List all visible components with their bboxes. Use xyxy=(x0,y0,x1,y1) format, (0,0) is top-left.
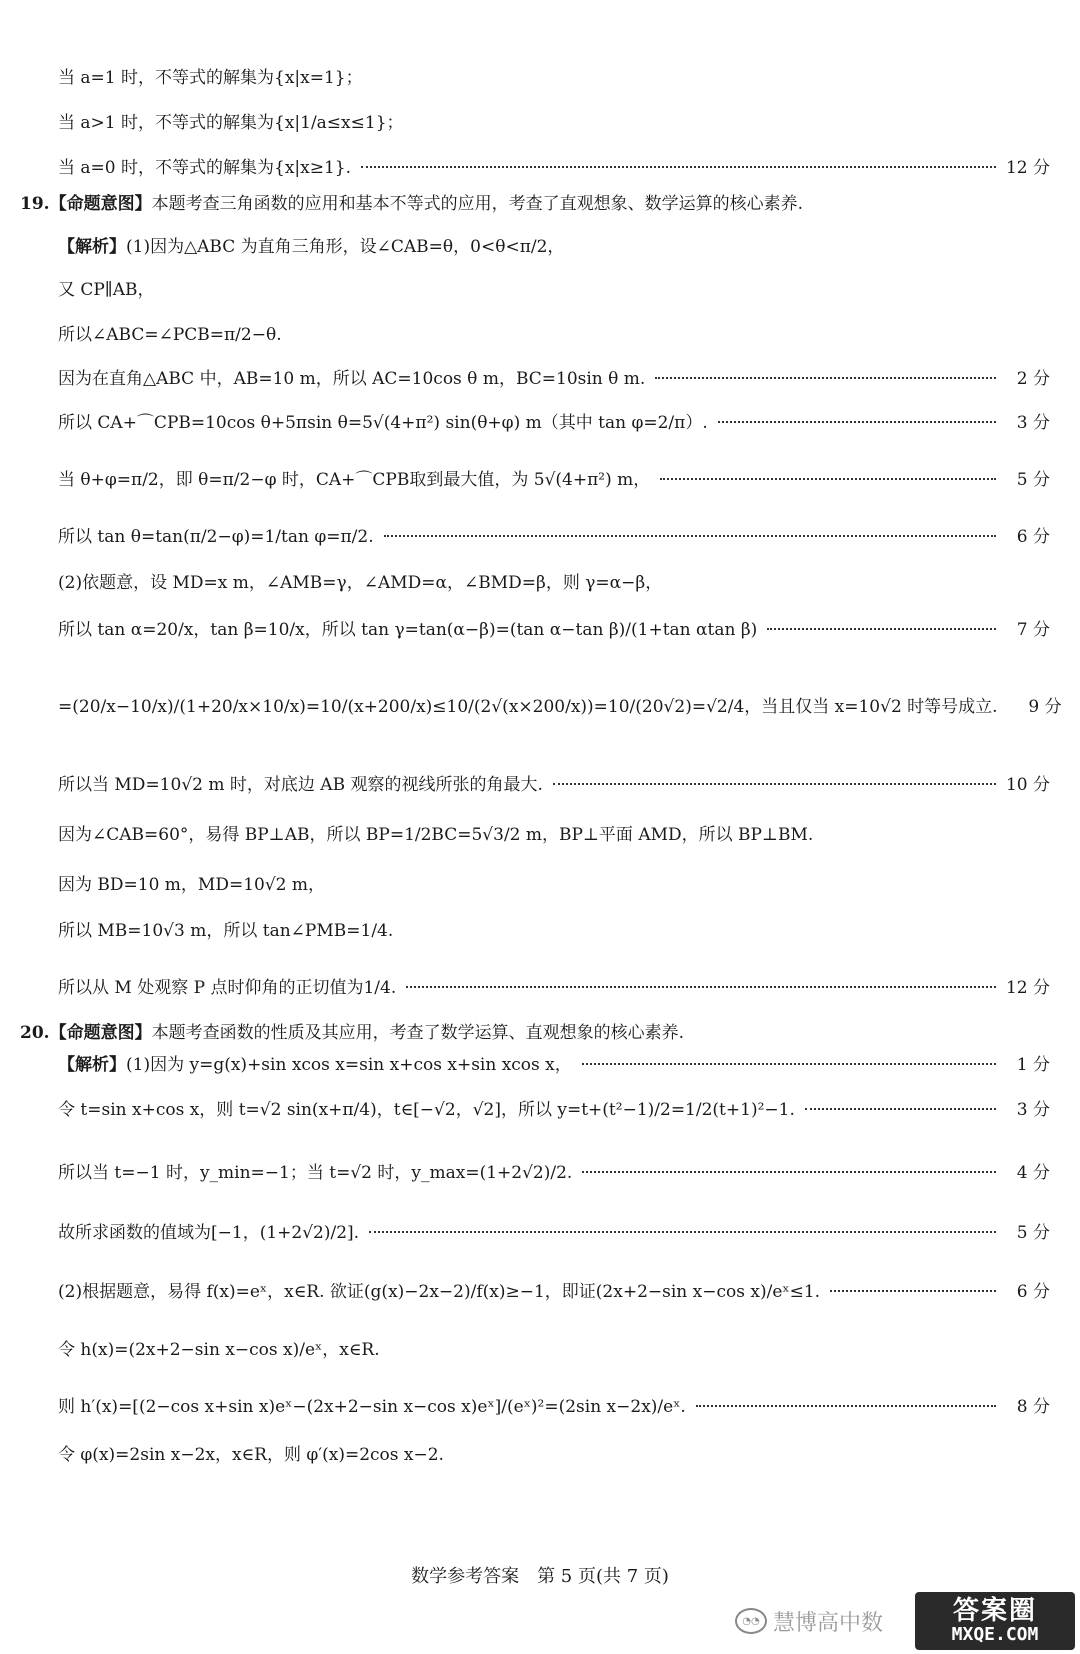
score: 6 分 xyxy=(1016,1281,1050,1302)
answer-line xyxy=(58,455,1050,499)
dot-leader xyxy=(805,1108,996,1110)
line-text: (1)因为△ABC 为直角三角形，设∠CAB=θ，0<θ<π/2， xyxy=(126,236,565,257)
line-text: 故所求函数的值域为[−1，(1+2√2)/2]. xyxy=(58,1222,360,1243)
dot-leader xyxy=(718,421,996,423)
line-text: (2)依题意，设 MD=x m，∠AMB=γ，∠AMD=α，∠BMD=β，则 γ=α−β， xyxy=(58,572,663,593)
line-text: 所以当 t=−1 时，y_min=−1；当 t=√2 时，y_max=(1+2√2)/2. xyxy=(58,1162,573,1183)
answer-line xyxy=(58,906,1050,950)
line-text: (2)根据题意，易得 f(x)=eˣ，x∈R. 欲证(g(x)−2x−2)/f(x)≥−1，即证(2x+2−sin x−cos x)/eˣ≤1. xyxy=(58,1281,821,1302)
answer-line xyxy=(58,605,1050,649)
dot-leader xyxy=(384,535,996,537)
answer-line xyxy=(58,354,1050,398)
line-text: 本题考查函数的性质及其应用，考查了数学运算、直观想象的核心素养. xyxy=(151,1022,684,1043)
score: 3 分 xyxy=(1016,412,1050,433)
answer-line xyxy=(58,310,1050,354)
line-text: 令 h(x)=(2x+2−sin x−cos x)/eˣ，x∈R. xyxy=(58,1339,380,1360)
score: 10 分 xyxy=(1005,774,1050,795)
line-text: 当 a=0 时，不等式的解集为{x|x≥1}. xyxy=(58,157,352,178)
dot-leader xyxy=(553,783,996,785)
question-tag: 20.【命题意图】 xyxy=(20,1022,152,1043)
answer-line xyxy=(58,1267,1050,1311)
answer-line xyxy=(58,682,1062,726)
answer-line xyxy=(58,1325,1050,1369)
dot-leader xyxy=(655,377,996,379)
line-text: 令 t=sin x+cos x，则 t=√2 sin(x+π/4)，t∈[−√2，√2]，所以 y=t+(t²−1)/2=1/2(t+1)²−1. xyxy=(58,1099,795,1120)
watermark-logo xyxy=(915,1592,1075,1650)
answer-line xyxy=(58,512,1050,556)
dot-leader xyxy=(660,478,996,480)
watermark xyxy=(735,1592,1075,1650)
answer-line xyxy=(58,1040,1050,1084)
line-text: 所以 MB=10√3 m，所以 tan∠PMB=1/4. xyxy=(58,920,394,941)
score: 7 分 xyxy=(1016,619,1050,640)
analysis-tag: 【解析】 xyxy=(58,236,126,257)
watermark-account: 慧博高中数 xyxy=(773,1610,884,1636)
analysis-tag: 【解析】 xyxy=(58,1054,126,1075)
dot-leader xyxy=(361,166,996,168)
dot-leader xyxy=(369,1231,996,1233)
line-text: 所以当 MD=10√2 m 时，对底边 AB 观察的视线所张的角最大. xyxy=(58,774,543,795)
question-tag: 19.【命题意图】 xyxy=(20,193,152,214)
line-text: 所以 tan θ=tan(π/2−φ)=1/tan φ=π/2. xyxy=(58,526,374,547)
line-text: 所以∠ABC=∠PCB=π/2−θ. xyxy=(58,324,282,345)
answer-line xyxy=(58,1085,1050,1129)
line-text: 当 a>1 时，不等式的解集为{x|1/a≤x≤1}； xyxy=(58,112,404,133)
line-text: =(20/x−10/x)/(1+20/x×10/x)=10/(x+200/x)≤10/(2√(x×200/x))=10/(20√2)=√2/4，当且仅当 x=10√2 时等号成立. xyxy=(58,696,998,717)
score: 5 分 xyxy=(1016,1222,1050,1243)
answer-line xyxy=(58,1430,1050,1474)
line-text: 所以 tan α=20/x，tan β=10/x，所以 tan γ=tan(α−β)=(tan α−tan β)/(1+tan αtan β) xyxy=(58,619,758,640)
dot-leader xyxy=(406,986,996,988)
line-text: (1)因为 y=g(x)+sin xcos x=sin x+cos x+sin xcos x， xyxy=(126,1054,572,1075)
score: 4 分 xyxy=(1016,1162,1050,1183)
answer-line xyxy=(58,222,1050,266)
page-footer: 数学参考答案 第 5 页(共 7 页) xyxy=(411,1566,669,1587)
line-text: 所以 CA+⌒CPB=10cos θ+5πsin θ=5√(4+π²) sin(θ+φ) m（其中 tan φ=2/π）. xyxy=(58,412,708,433)
line-text: 因为 BD=10 m，MD=10√2 m， xyxy=(58,874,326,895)
line-text: 当 a=1 时，不等式的解集为{x|x=1}； xyxy=(58,67,363,88)
answer-line xyxy=(58,860,1050,904)
dot-leader xyxy=(830,1290,996,1292)
score: 12 分 xyxy=(1005,157,1050,178)
line-text: 又 CP∥AB， xyxy=(58,279,155,300)
answer-line xyxy=(58,265,1050,309)
answer-line xyxy=(58,398,1050,442)
line-text: 因为在直角△ABC 中，AB=10 m，所以 AC=10cos θ m，BC=10sin θ m. xyxy=(58,368,646,389)
score: 2 分 xyxy=(1016,368,1050,389)
line-text: 所以从 M 处观察 P 点时仰角的正切值为1/4. xyxy=(58,977,397,998)
answer-line xyxy=(58,558,1050,602)
dot-leader xyxy=(696,1405,996,1407)
score: 1 分 xyxy=(1016,1054,1050,1075)
score: 6 分 xyxy=(1016,526,1050,547)
answer-line xyxy=(58,963,1050,1007)
line-text: 则 h′(x)=[(2−cos x+sin x)eˣ−(2x+2−sin x−cos x)eˣ]/(eˣ)²=(2sin x−2x)/eˣ. xyxy=(58,1396,686,1417)
question-heading xyxy=(20,179,1050,223)
score: 12 分 xyxy=(1005,977,1050,998)
answer-line xyxy=(58,53,1050,97)
dot-leader xyxy=(767,628,996,630)
score: 3 分 xyxy=(1016,1099,1050,1120)
line-text: 令 φ(x)=2sin x−2x，x∈R，则 φ′(x)=2cos x−2. xyxy=(58,1444,444,1465)
answer-line xyxy=(58,1208,1050,1252)
dot-leader xyxy=(582,1063,996,1065)
score: 9 分 xyxy=(1028,696,1062,717)
dot-leader xyxy=(582,1171,996,1173)
answer-line xyxy=(58,810,1050,854)
score: 8 分 xyxy=(1016,1396,1050,1417)
logo-text-bottom: MXQE.COM xyxy=(951,1624,1039,1645)
line-text: 当 θ+φ=π/2，即 θ=π/2−φ 时，CA+⌒CPB取到最大值，为 5√(4+π²) m， xyxy=(58,469,651,490)
answer-line xyxy=(58,760,1050,804)
score: 5 分 xyxy=(1016,469,1050,490)
answer-line xyxy=(58,98,1050,142)
line-text: 本题考查三角函数的应用和基本不等式的应用，考查了直观想象、数学运算的核心素养. xyxy=(151,193,803,214)
answer-line xyxy=(58,1382,1050,1426)
logo-text-top: 答案圈 xyxy=(952,1596,1037,1626)
answer-line xyxy=(58,1148,1050,1192)
wechat-icon: ◔◔ xyxy=(735,1608,767,1634)
line-text: 因为∠CAB=60°，易得 BP⊥AB，所以 BP=1/2BC=5√3/2 m，BP⊥平面 AMD，所以 BP⊥BM. xyxy=(58,824,814,845)
